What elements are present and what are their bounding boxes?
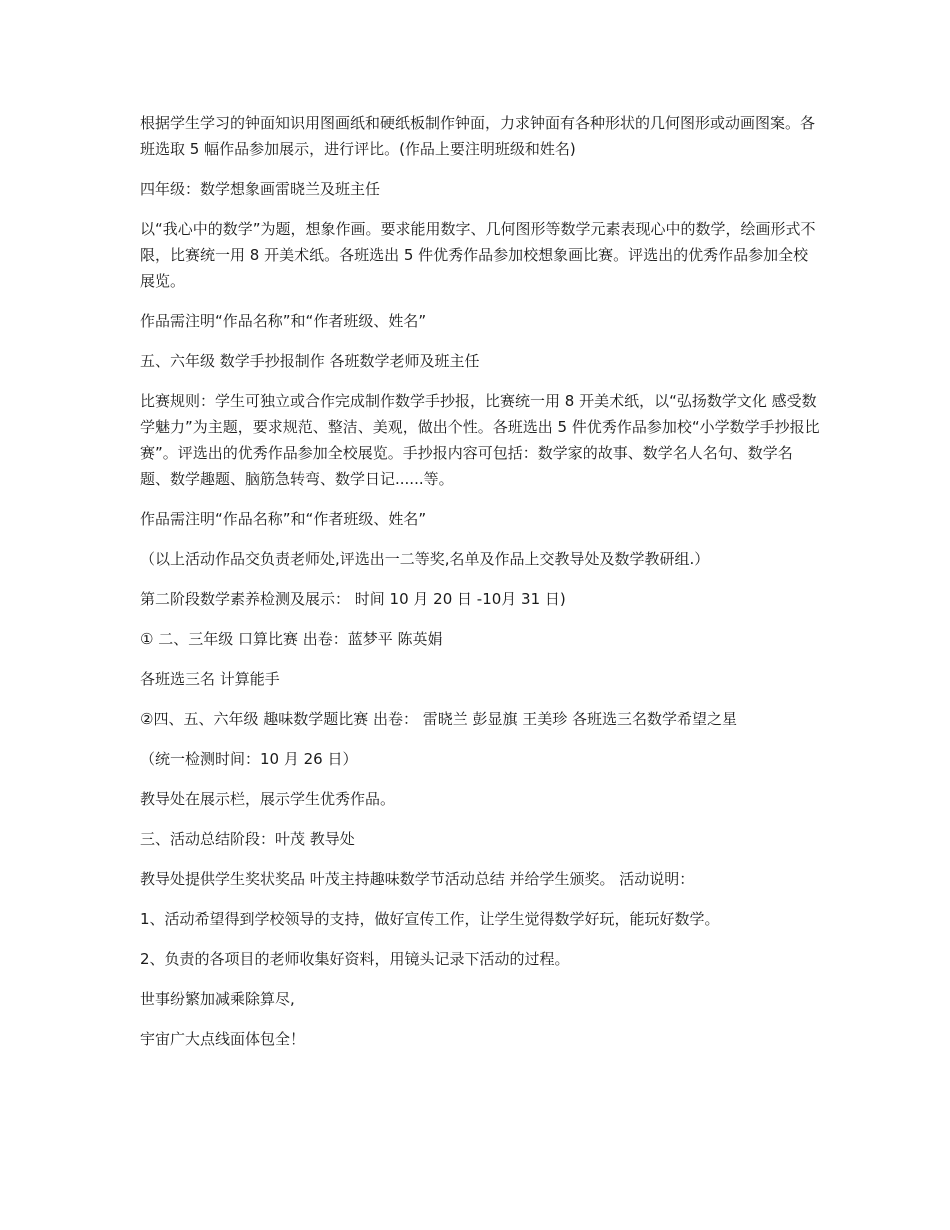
paragraph-note-1: 1、活动希望得到学校领导的支持，做好宣传工作，让学生觉得数学好玩，能玩好数学。 <box>140 910 720 928</box>
document-body <box>140 110 820 1066</box>
paragraph-clock-face: 根据学生学习的钟面知识用图画纸和硬纸板制作钟面，力求钟面有各种形状的几何图形或动画图案。各班选取 5 幅作品参加展示，进行评比。(作品上要注明班级和姓名) <box>140 114 816 158</box>
paragraph-stage2-heading: 第二阶段数学素养检测及展示： 时间 10 月 20 日 -10月 31 日) <box>140 590 566 608</box>
paragraph-grade56-rules: 比赛规则：学生可独立或合作完成制作数学手抄报，比赛统一用 8 开美术纸，以“弘扬数学文化 感受数学魅力”为主题，要求规范、整洁、美观，做出个性。各班选出 5 件优秀作品参加校“小学数学手抄报比赛”。评选出的优秀作品参加全校展览。手抄报内容可包括：数学家的故事、数学名人名句、数学名题、数学趣题、脑筋急转弯、数学日记......等。 <box>140 392 820 488</box>
paragraph-display: 教导处在展示栏，展示学生优秀作品。 <box>140 790 396 808</box>
paragraph-grade4-rules: 以“我心中的数学”为题，想象作画。要求能用数字、几何图形等数学元素表现心中的数学，绘画形式不限，比赛统一用 8 开美术纸。各班选出 5 件优秀作品参加校想象画比赛。评选出的优秀作品参加全校展览。 <box>140 220 816 290</box>
paragraph-verse-2: 宇宙广大点线面体包全！ <box>140 1030 306 1048</box>
paragraph-grade4-heading: 四年级：数学想象画雷晓兰及班主任 <box>140 180 381 198</box>
paragraph-stage3-heading: 三、活动总结阶段：叶茂 教导处 <box>140 830 355 848</box>
paragraph-test-date: （统一检测时间：10 月 26 日） <box>140 750 358 768</box>
paragraph-awards: 教导处提供学生奖状奖品 叶茂主持趣味数学节活动总结 并给学生颁奖。 活动说明： <box>140 870 695 888</box>
paragraph-verse-1: 世事纷繁加减乘除算尽, <box>140 990 295 1008</box>
paragraph-grade56-note: 作品需注明“作品名称”和“作者班级、姓名” <box>140 510 427 528</box>
paragraph-fun-math-contest: ②四、五、六年级 趣味数学题比赛 出卷： 雷晓兰 彭显旗 王美珍 各班选三名数学希望之星 <box>140 710 738 728</box>
paragraph-submission-note: （以上活动作品交负责老师处,评选出一二等奖,名单及作品上交教导处及数学教研组.） <box>140 550 710 568</box>
paragraph-grade4-note: 作品需注明“作品名称”和“作者班级、姓名” <box>140 312 427 330</box>
paragraph-calc-selection: 各班选三名 计算能手 <box>140 670 280 688</box>
paragraph-note-2: 2、负责的各项目的老师收集好资料，用镜头记录下活动的过程。 <box>140 950 570 968</box>
paragraph-grade56-heading: 五、六年级 数学手抄报制作 各班数学老师及班主任 <box>140 352 480 370</box>
paragraph-oral-calc-contest: ① 二、三年级 口算比赛 出卷：蓝梦平 陈英娟 <box>140 630 443 648</box>
